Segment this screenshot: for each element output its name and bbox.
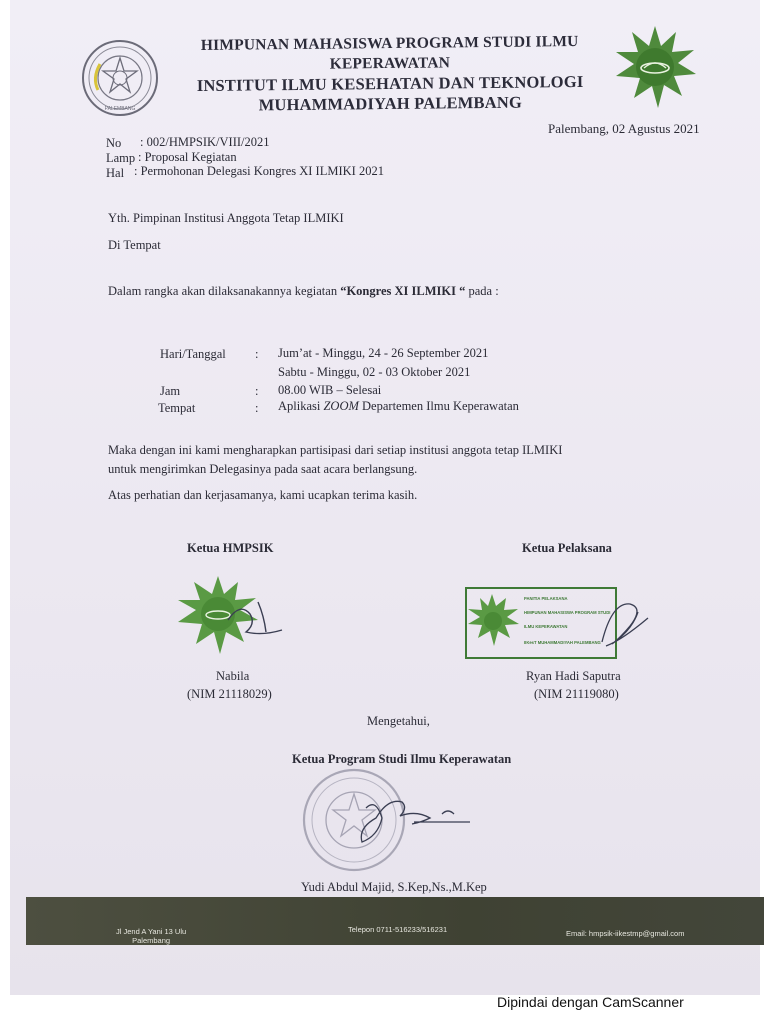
schedule-place-label: Tempat — [158, 401, 196, 415]
stamp-line-3: ILMU KEPERAWATAN — [524, 624, 568, 629]
schedule-day-value-1: Jum’at - Minggu, 24 - 26 September 2021 — [278, 346, 489, 360]
right-signatory-nim: (NIM 21119080) — [534, 687, 619, 701]
stamp-line-2: HIMPUNAN MAHASISWA PROGRAM STUDI — [524, 610, 611, 615]
header-line-4: MUHAMMADIYAH PALEMBANG — [258, 92, 523, 115]
right-signatory-name: Ryan Hadi Saputra — [526, 669, 621, 683]
intro-before: Dalam rangka akan dilaksanakannya kegiatan — [108, 284, 341, 298]
meta-no-value: : 002/HMPSIK/VIII/2021 — [140, 135, 270, 149]
left-signatory-nim: (NIM 21118029) — [187, 687, 272, 701]
scanner-watermark: Dipindai dengan CamScanner — [497, 994, 684, 1010]
schedule-place-value — [278, 399, 519, 414]
recipient-line-1: Yth. Pimpinan Institusi Anggota Tetap ILMIKI — [108, 211, 344, 225]
place-post: Departemen Ilmu Keperawatan — [358, 399, 519, 413]
intro-event-name: “Kongres XI ILMIKI “ — [340, 284, 466, 298]
letterhead-footer — [26, 897, 764, 945]
meta-lamp-value: : Proposal Kegiatan — [138, 150, 237, 164]
footer-address-line-1: Jl Jend A Yani 13 Ulu — [116, 927, 187, 936]
center-stamp-signature-icon — [292, 758, 482, 878]
meta-no-label: No — [106, 136, 122, 150]
left-stamp-signature-icon — [170, 572, 290, 662]
center-signatory-name: Yudi Abdul Majid, S.Kep,Ns.,M.Kep — [301, 880, 487, 894]
footer-email: Email: hmpsik-iikestmp@gmail.com — [566, 929, 685, 938]
meta-hal-label: Hal — [106, 166, 125, 180]
university-seal-icon — [80, 38, 160, 118]
header-line-1: HIMPUNAN MAHASISWA PROGRAM STUDI ILMU — [200, 33, 579, 54]
meta-hal-value: : Permohonan Delegasi Kongres XI ILMIKI 2021 — [134, 164, 384, 178]
right-signatory-title: Ketua Pelaksana — [522, 541, 612, 555]
schedule-time-colon: : — [255, 384, 259, 398]
place-zoom: ZOOM — [323, 399, 359, 413]
footer-phone: Telepon 0711-516233/516231 — [348, 925, 448, 934]
schedule-place-colon: : — [255, 401, 259, 415]
body-paragraph-2: Atas perhatian dan kerjasamanya, kami ucapkan terima kasih. — [108, 488, 418, 502]
letter-paper — [10, 0, 760, 995]
schedule-time-value: 08.00 WIB – Selesai — [278, 383, 382, 397]
footer-address-line-2: Palembang — [132, 936, 171, 945]
right-stamp-signature-icon — [462, 582, 662, 664]
header-line-3: INSTITUT ILMU KESEHATAN DAN TEKNOLOGI — [196, 71, 584, 96]
place-pre: Aplikasi — [278, 399, 324, 413]
schedule-day-value-2: Sabtu - Minggu, 02 - 03 Oktober 2021 — [278, 365, 471, 379]
recipient-line-2: Di Tempat — [108, 238, 161, 252]
stamp-line-1: PANITIA PELAKSANA — [524, 596, 568, 601]
meta-lamp-label: Lamp — [106, 151, 136, 165]
body-paragraph-1-line-2: untuk mengirimkan Delegasinya pada saat acara berlangsung. — [108, 462, 418, 476]
header-line-2: KEPERAWATAN — [329, 54, 451, 73]
stamp-line-4: IIKesT MUHAMMADIYAH PALEMBANG — [524, 640, 601, 645]
left-signatory-title: Ketua HMPSIK — [187, 541, 274, 555]
seal-text: PALEMBANG — [104, 106, 136, 112]
body-paragraph-1-line-1: Maka dengan ini kami mengharapkan partisipasi dari setiap institusi anggota tetap ILMIKI — [108, 443, 563, 457]
schedule-day-label: Hari/Tanggal — [160, 347, 226, 361]
schedule-time-label: Jam — [160, 384, 181, 398]
muhammadiyah-logo-icon — [610, 22, 700, 112]
letter-header — [170, 32, 611, 117]
letter-date: Palembang, 02 Agustus 2021 — [548, 121, 700, 136]
footer-address — [116, 927, 186, 945]
schedule-day-colon: : — [255, 347, 259, 361]
center-signatory-title: Ketua Program Studi Ilmu Keperawatan — [292, 752, 512, 766]
intro-sentence — [108, 284, 499, 299]
acknowledged-label: Mengetahui, — [367, 714, 430, 728]
left-signatory-name: Nabila — [216, 669, 250, 683]
intro-after: pada : — [465, 284, 499, 298]
